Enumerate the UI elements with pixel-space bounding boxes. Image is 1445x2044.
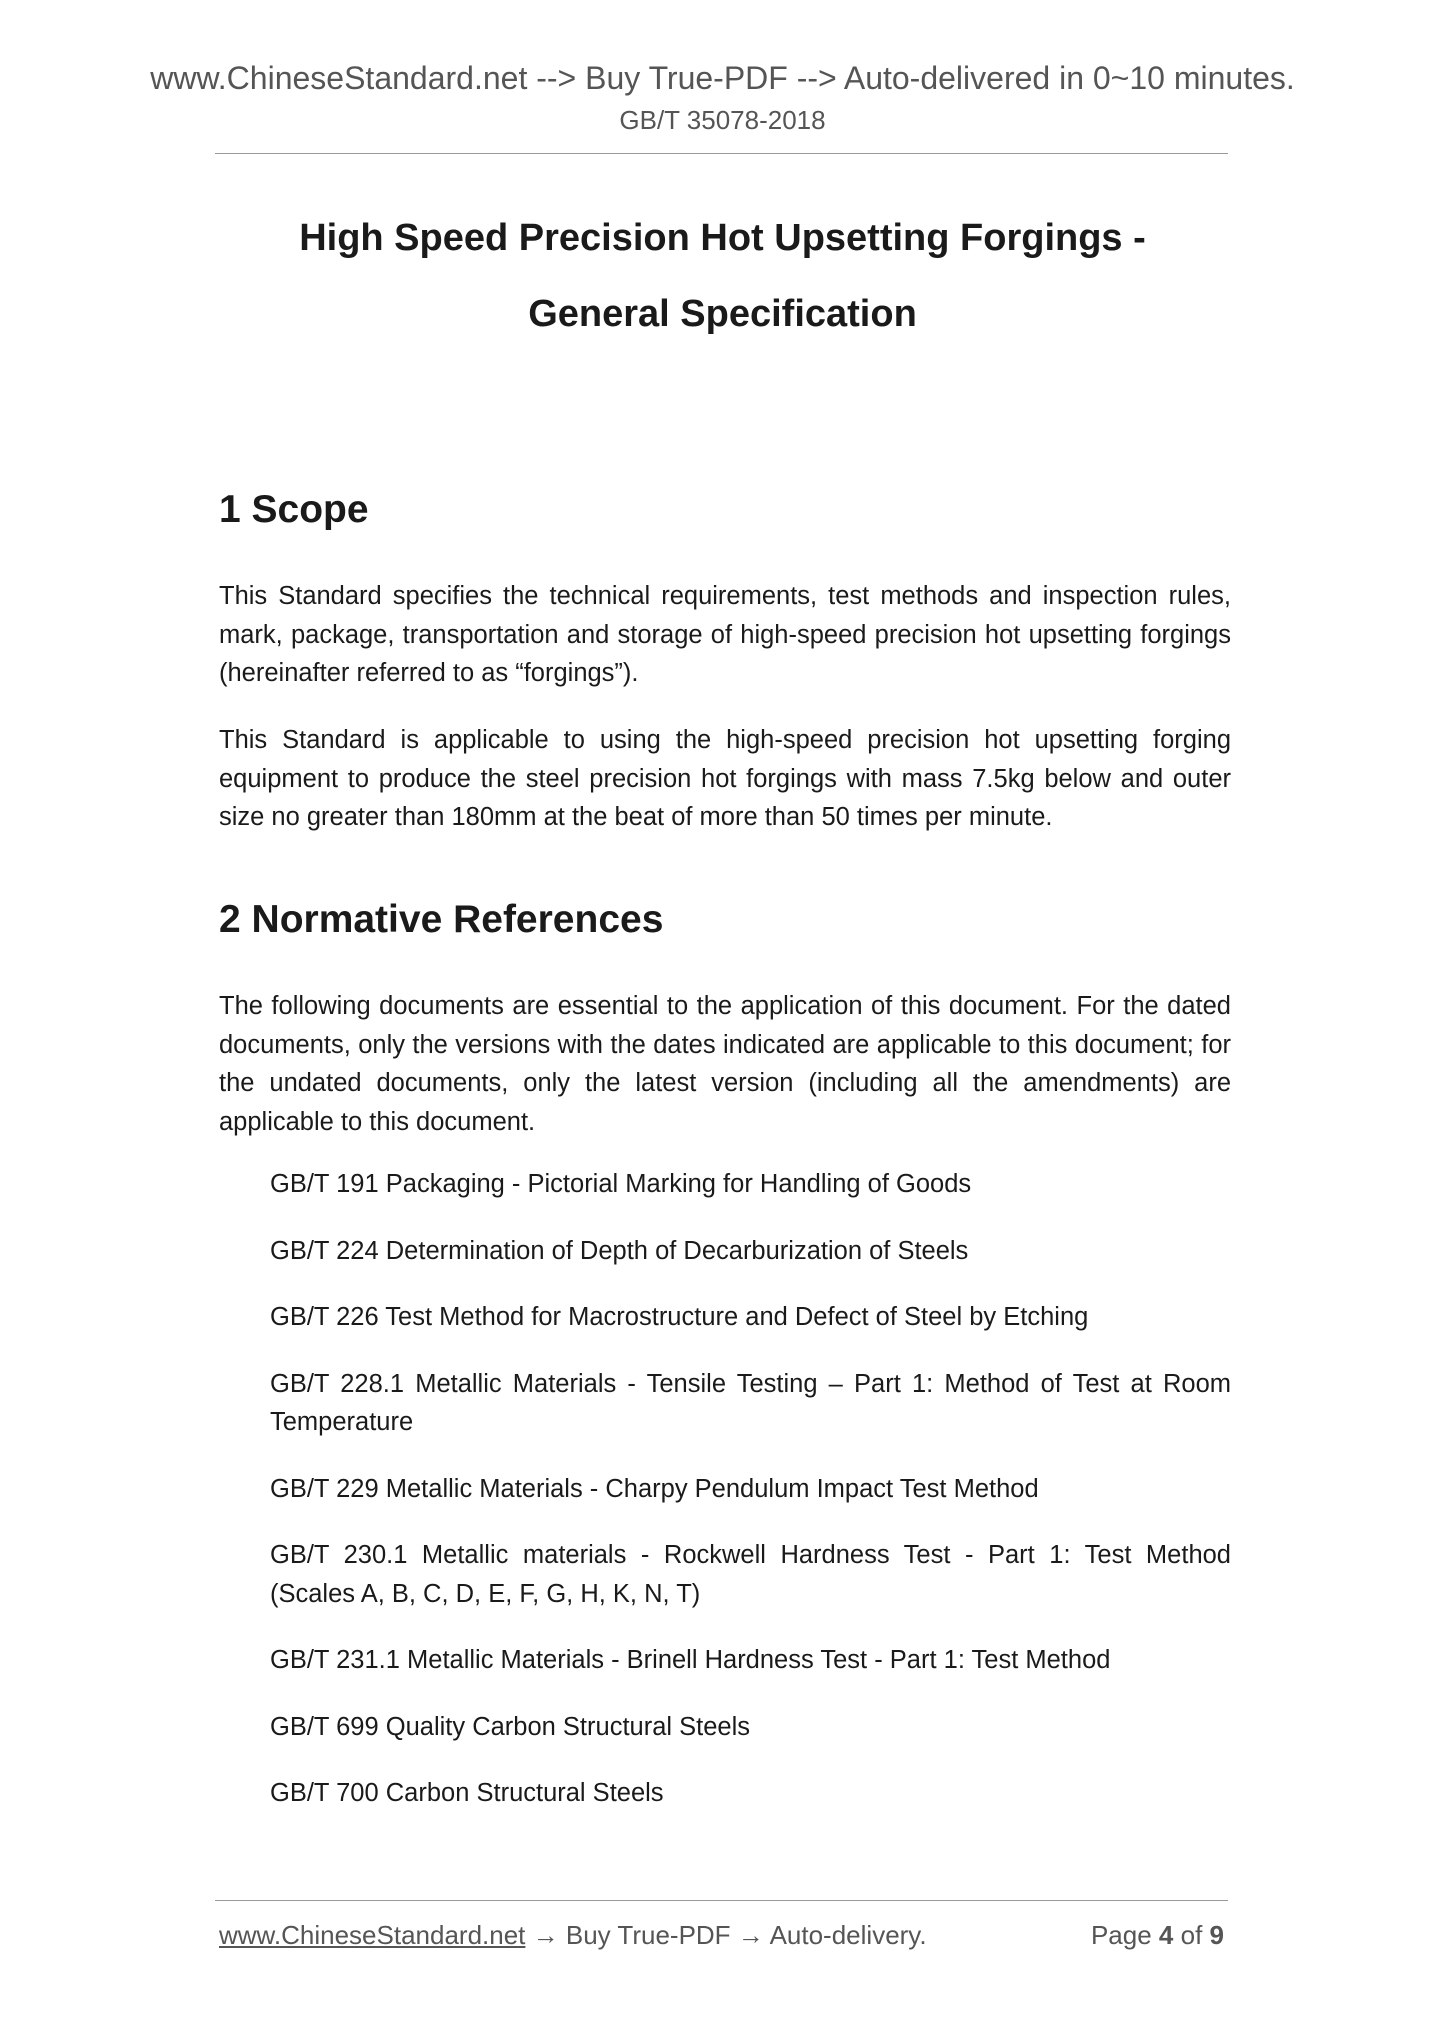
reference-item: GB/T 700 Carbon Structural Steels [270,1779,664,1807]
footer-site-link[interactable]: www.ChineseStandard.net [219,1920,526,1950]
header-banner: www.ChineseStandard.net --> Buy True-PDF --> Auto-delivered in 0~10 minutes. [150,60,1295,96]
page-label: Page [1090,1920,1152,1950]
reference-item: GB/T 228.1 Metallic Materials - Tensile Testing – Part 1: Method of Test at Room Temperature [270,1369,1231,1436]
footer-tagline: → Buy True-PDF → Auto-delivery. [525,1920,927,1950]
page-total: 9 [1209,1920,1224,1950]
reference-item: GB/T 229 Metallic Materials - Charpy Pendulum Impact Test Method [270,1474,1039,1503]
standard-code: GB/T 35078-2018 [619,105,826,135]
document-title-line-1: High Speed Precision Hot Upsetting Forgings - [299,217,1146,259]
page-indicator [1091,1917,1224,1953]
header-divider [215,153,1228,154]
reference-list [270,1165,1231,1841]
reference-item: GB/T 224 Determination of Depth of Decarburization of Steels [270,1236,969,1265]
reference-item: GB/T 231.1 Metallic Materials - Brinell Hardness Test - Part 1: Test Method [270,1646,1111,1674]
reference-item: GB/T 191 Packaging - Pictorial Marking for Handling of Goods [270,1170,972,1198]
scope-paragraph-1: This Standard specifies the technical requirements, test methods and inspection rules, mark, package, transportation and storage of high-speed precision hot upsetting forgings (hereinafter referred to as “forgings”). [219,582,1231,687]
scope-paragraph-2: This Standard is applicable to using the high-speed precision hot upsetting forging equipment to produce the steel precision hot forgings with mass 7.5kg below and outer size no greater than 180mm at the beat of more than 50 times per minute. [219,726,1231,831]
section-heading-scope: 1 Scope [219,488,369,531]
document-title-line-2: General Specification [528,293,917,335]
footer-divider [215,1900,1228,1901]
reference-item: GB/T 699 Quality Carbon Structural Steels [270,1712,751,1741]
footer-promo [219,1917,927,1953]
reference-item: GB/T 230.1 Metallic materials - Rockwell Hardness Test - Part 1: Test Method (Scales A, B, C, D, E, F, G, H, K, N, T) [270,1541,1231,1608]
page-of-label: of [1180,1920,1203,1950]
page-current: 4 [1158,1920,1174,1950]
section-heading-normative-references: 2 Normative References [219,898,664,941]
references-intro-paragraph: The following documents are essential to the application of this document. For the dated documents, only the versions with the dates indicated are applicable to this document; for the undated documents, only the latest version (including all the amendments) are applicable to this document. [219,992,1231,1136]
reference-item: GB/T 226 Test Method for Macrostructure and Defect of Steel by Etching [270,1303,1089,1331]
